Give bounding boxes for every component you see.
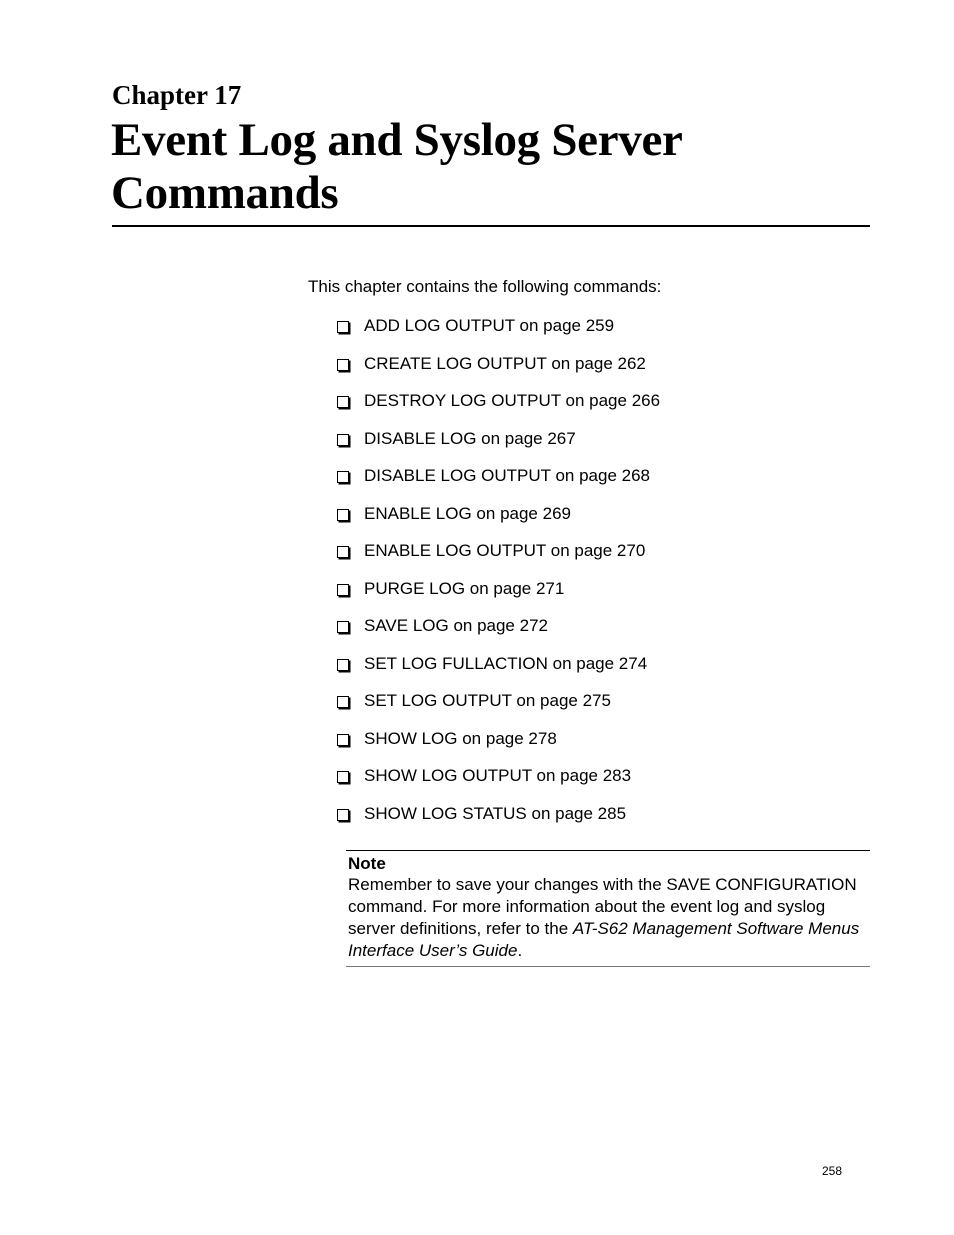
- list-item: [337, 653, 660, 691]
- checkbox-square-icon: [337, 771, 349, 783]
- command-link[interactable]: DESTROY LOG OUTPUT on page 266: [364, 391, 661, 410]
- list-item: [337, 315, 660, 353]
- command-link[interactable]: PURGE LOG on page 271: [364, 578, 565, 598]
- command-link[interactable]: ENABLE LOG on page 269: [364, 503, 571, 523]
- command-link[interactable]: SET LOG FULLACTION on page 274: [364, 653, 648, 673]
- checkbox-square-icon: [337, 359, 349, 371]
- note-text: Remember to save your changes with the SAVE CONFIGURATION command. For more information about the event log and syslog server definitions, refer to the: [348, 875, 857, 938]
- list-item: [337, 540, 660, 578]
- checkbox-square-icon: [337, 809, 349, 821]
- title-rule: [112, 225, 870, 227]
- chapter-label: Chapter 17: [112, 80, 242, 110]
- note-box: [346, 850, 870, 967]
- command-link[interactable]: SHOW LOG STATUS on page 285: [364, 803, 627, 823]
- checkbox-square-icon: [337, 509, 349, 521]
- checkbox-square-icon: [337, 321, 349, 333]
- command-link[interactable]: DISABLE LOG on page 267: [364, 428, 576, 448]
- list-item: [337, 578, 660, 616]
- checkbox-square-icon: [337, 696, 349, 708]
- checkbox-square-icon: [337, 621, 349, 633]
- checkbox-square-icon: [337, 471, 349, 483]
- list-item: [337, 803, 660, 841]
- list-item: [337, 728, 660, 766]
- command-link[interactable]: SHOW LOG OUTPUT on page 283: [364, 766, 632, 785]
- list-item: [337, 353, 660, 391]
- command-link[interactable]: SHOW LOG on page 278: [364, 728, 557, 748]
- command-link[interactable]: CREATE LOG OUTPUT on page 262: [364, 353, 646, 373]
- guide-title: AT-S62 Management Software Menus Interface User’s Guide: [348, 919, 860, 960]
- note-heading: Note: [348, 854, 386, 873]
- chapter-title: Event Log and Syslog Server Commands: [111, 114, 682, 219]
- checkbox-square-icon: [337, 659, 349, 671]
- list-item: [337, 690, 660, 728]
- checkbox-square-icon: [337, 396, 349, 408]
- command-list: [337, 315, 660, 840]
- list-item: [337, 390, 660, 428]
- checkbox-square-icon: [337, 734, 349, 746]
- command-link[interactable]: ADD LOG OUTPUT on page 259: [364, 316, 615, 335]
- intro-text: This chapter contains the following commands:: [308, 277, 662, 296]
- list-item: [337, 428, 660, 466]
- checkbox-square-icon: [337, 546, 349, 558]
- list-item: [337, 615, 660, 653]
- command-link[interactable]: DISABLE LOG OUTPUT on page 268: [364, 466, 650, 485]
- command-link[interactable]: ENABLE LOG OUTPUT on page 270: [364, 541, 646, 560]
- page-number: 258: [822, 1164, 843, 1178]
- note-text-end: .: [517, 941, 523, 960]
- list-item: [337, 765, 660, 803]
- checkbox-square-icon: [337, 584, 349, 596]
- note-body: [348, 874, 870, 962]
- checkbox-square-icon: [337, 434, 349, 446]
- command-link[interactable]: SAVE LOG on page 272: [364, 616, 548, 635]
- command-link[interactable]: SET LOG OUTPUT on page 275: [364, 691, 611, 710]
- list-item: [337, 465, 660, 503]
- list-item: [337, 503, 660, 541]
